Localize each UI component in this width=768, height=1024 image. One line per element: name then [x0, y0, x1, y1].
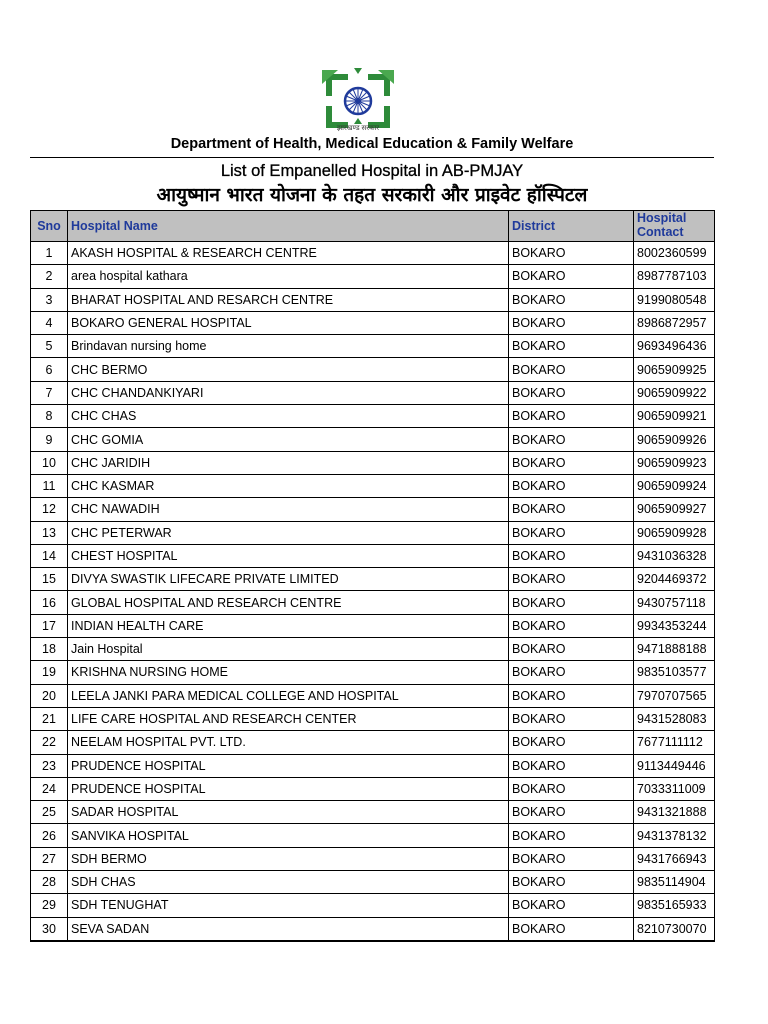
cell-hospital-name: Brindavan nursing home: [68, 335, 509, 358]
table-row: [31, 614, 715, 637]
cell-hospital-name: SANVIKA HOSPITAL: [68, 824, 509, 847]
cell-contact: 9065909925: [634, 358, 715, 381]
cell-district: BOKARO: [509, 754, 634, 777]
cell-contact: 8986872957: [634, 311, 715, 334]
cell-contact: 7033311009: [634, 777, 715, 800]
cell-district: BOKARO: [509, 265, 634, 288]
cell-contact: 9430757118: [634, 591, 715, 614]
cell-district: BOKARO: [509, 335, 634, 358]
cell-contact: 9431378132: [634, 824, 715, 847]
cell-hospital-name: DIVYA SWASTIK LIFECARE PRIVATE LIMITED: [68, 568, 509, 591]
cell-district: BOKARO: [509, 544, 634, 567]
table-row: [31, 917, 715, 941]
cell-hospital-name: SADAR HOSPITAL: [68, 801, 509, 824]
cell-contact: 9471888188: [634, 638, 715, 661]
table-row: [31, 801, 715, 824]
cell-district: BOKARO: [509, 428, 634, 451]
table-row: [31, 311, 715, 334]
cell-sno: 12: [31, 498, 68, 521]
cell-contact: 9065909927: [634, 498, 715, 521]
table-row: [31, 894, 715, 917]
table-row: [31, 824, 715, 847]
ashoka-chakra-icon: [345, 88, 371, 114]
cell-hospital-name: CHC PETERWAR: [68, 521, 509, 544]
cell-district: BOKARO: [509, 894, 634, 917]
table-row: [31, 777, 715, 800]
table-row: [31, 288, 715, 311]
table-row: [31, 568, 715, 591]
table-row: [31, 498, 715, 521]
column-header-hospital-name: Hospital Name: [68, 211, 509, 242]
document-title: List of Empanelled Hospital in AB-PMJAY: [220, 162, 524, 180]
cell-sno: 22: [31, 731, 68, 754]
cell-sno: 25: [31, 801, 68, 824]
cell-contact: 9431321888: [634, 801, 715, 824]
cell-sno: 10: [31, 451, 68, 474]
cell-sno: 24: [31, 777, 68, 800]
cell-contact: 9204469372: [634, 568, 715, 591]
cell-hospital-name: CHC GOMIA: [68, 428, 509, 451]
cell-district: BOKARO: [509, 568, 634, 591]
cell-district: BOKARO: [509, 638, 634, 661]
logo-caption: झारखण्ड सरकार: [336, 125, 380, 132]
cell-sno: 26: [31, 824, 68, 847]
cell-sno: 20: [31, 684, 68, 707]
cell-hospital-name: SEVA SADAN: [68, 917, 509, 941]
cell-sno: 2: [31, 265, 68, 288]
cell-sno: 21: [31, 707, 68, 730]
cell-hospital-name: Jain Hospital: [68, 638, 509, 661]
cell-contact: 9065909926: [634, 428, 715, 451]
table-row: [31, 731, 715, 754]
table-row: [31, 335, 715, 358]
cell-sno: 6: [31, 358, 68, 381]
cell-hospital-name: area hospital kathara: [68, 265, 509, 288]
cell-hospital-name: CHC CHAS: [68, 405, 509, 428]
cell-sno: 28: [31, 871, 68, 894]
cell-hospital-name: GLOBAL HOSPITAL AND RESEARCH CENTRE: [68, 591, 509, 614]
table-row: [31, 707, 715, 730]
table-header-row: [31, 211, 715, 242]
cell-contact: 8002360599: [634, 242, 715, 265]
cell-sno: 13: [31, 521, 68, 544]
table-row: [31, 242, 715, 265]
cell-sno: 17: [31, 614, 68, 637]
cell-hospital-name: PRUDENCE HOSPITAL: [68, 777, 509, 800]
cell-contact: 8210730070: [634, 917, 715, 941]
cell-hospital-name: CHC JARIDIH: [68, 451, 509, 474]
cell-contact: 9934353244: [634, 614, 715, 637]
table-row: [31, 521, 715, 544]
cell-contact: 9065909923: [634, 451, 715, 474]
document-subtitle-hindi: आयुष्मान भारत योजना के तहत सरकारी और प्राइवेट हॉस्पिटल: [156, 184, 588, 206]
cell-hospital-name: CHC KASMAR: [68, 474, 509, 497]
cell-district: BOKARO: [509, 684, 634, 707]
table-row: [31, 544, 715, 567]
cell-hospital-name: CHC BERMO: [68, 358, 509, 381]
cell-district: BOKARO: [509, 777, 634, 800]
cell-district: BOKARO: [509, 381, 634, 404]
table-body: [31, 242, 715, 941]
cell-district: BOKARO: [509, 707, 634, 730]
cell-sno: 29: [31, 894, 68, 917]
cell-sno: 7: [31, 381, 68, 404]
cell-contact: 8987787103: [634, 265, 715, 288]
table-row: [31, 754, 715, 777]
cell-sno: 9: [31, 428, 68, 451]
table-row: [31, 684, 715, 707]
hospital-table: [30, 210, 715, 942]
cell-contact: 9065909921: [634, 405, 715, 428]
table-row: [31, 405, 715, 428]
cell-sno: 1: [31, 242, 68, 265]
column-header-district: District: [509, 211, 634, 242]
cell-hospital-name: BOKARO GENERAL HOSPITAL: [68, 311, 509, 334]
cell-district: BOKARO: [509, 474, 634, 497]
cell-contact: 9693496436: [634, 335, 715, 358]
cell-contact: 9431766943: [634, 847, 715, 870]
cell-district: BOKARO: [509, 731, 634, 754]
cell-hospital-name: AKASH HOSPITAL & RESEARCH CENTRE: [68, 242, 509, 265]
cell-hospital-name: BHARAT HOSPITAL AND RESARCH CENTRE: [68, 288, 509, 311]
cell-hospital-name: KRISHNA NURSING HOME: [68, 661, 509, 684]
cell-sno: 23: [31, 754, 68, 777]
table-row: [31, 847, 715, 870]
cell-sno: 18: [31, 638, 68, 661]
cell-sno: 3: [31, 288, 68, 311]
cell-district: BOKARO: [509, 824, 634, 847]
cell-hospital-name: SDH TENUGHAT: [68, 894, 509, 917]
table-row: [31, 451, 715, 474]
cell-sno: 8: [31, 405, 68, 428]
cell-hospital-name: LEELA JANKI PARA MEDICAL COLLEGE AND HOSPITAL: [68, 684, 509, 707]
column-header-sno: Sno: [31, 211, 68, 242]
table-row: [31, 428, 715, 451]
table-row: [31, 661, 715, 684]
cell-sno: 19: [31, 661, 68, 684]
cell-contact: 7677111112: [634, 731, 715, 754]
department-heading: Department of Health, Medical Education & Family Welfare: [170, 136, 574, 152]
cell-hospital-name: PRUDENCE HOSPITAL: [68, 754, 509, 777]
cell-contact: 9199080548: [634, 288, 715, 311]
cell-district: BOKARO: [509, 405, 634, 428]
cell-district: BOKARO: [509, 591, 634, 614]
cell-district: BOKARO: [509, 358, 634, 381]
cell-hospital-name: INDIAN HEALTH CARE: [68, 614, 509, 637]
cell-sno: 14: [31, 544, 68, 567]
cell-contact: 9065909928: [634, 521, 715, 544]
cell-sno: 4: [31, 311, 68, 334]
cell-hospital-name: SDH CHAS: [68, 871, 509, 894]
cell-hospital-name: NEELAM HOSPITAL PVT. LTD.: [68, 731, 509, 754]
cell-district: BOKARO: [509, 801, 634, 824]
cell-sno: 27: [31, 847, 68, 870]
cell-district: BOKARO: [509, 917, 634, 941]
cell-hospital-name: CHC NAWADIH: [68, 498, 509, 521]
cell-district: BOKARO: [509, 661, 634, 684]
cell-contact: 9113449446: [634, 754, 715, 777]
table-row: [31, 591, 715, 614]
cell-contact: 7970707565: [634, 684, 715, 707]
cell-contact: 9835114904: [634, 871, 715, 894]
cell-contact: 9835103577: [634, 661, 715, 684]
table-row: [31, 638, 715, 661]
cell-district: BOKARO: [509, 521, 634, 544]
column-header-hospital-contact: Hospital Contact: [634, 211, 715, 242]
table-row: [31, 381, 715, 404]
cell-contact: 9065909924: [634, 474, 715, 497]
header-divider: [30, 157, 714, 158]
cell-hospital-name: SDH BERMO: [68, 847, 509, 870]
cell-district: BOKARO: [509, 614, 634, 637]
cell-contact: 9835165933: [634, 894, 715, 917]
cell-district: BOKARO: [509, 311, 634, 334]
cell-district: BOKARO: [509, 451, 634, 474]
table-row: [31, 474, 715, 497]
cell-district: BOKARO: [509, 847, 634, 870]
cell-sno: 30: [31, 917, 68, 941]
cell-sno: 11: [31, 474, 68, 497]
cell-district: BOKARO: [509, 242, 634, 265]
table-row: [31, 265, 715, 288]
cell-hospital-name: LIFE CARE HOSPITAL AND RESEARCH CENTER: [68, 707, 509, 730]
cell-district: BOKARO: [509, 288, 634, 311]
cell-hospital-name: CHEST HOSPITAL: [68, 544, 509, 567]
cell-sno: 16: [31, 591, 68, 614]
cell-sno: 15: [31, 568, 68, 591]
cell-contact: 9431036328: [634, 544, 715, 567]
cell-hospital-name: CHC CHANDANKIYARI: [68, 381, 509, 404]
cell-sno: 5: [31, 335, 68, 358]
cell-contact: 9065909922: [634, 381, 715, 404]
table-row: [31, 871, 715, 894]
cell-district: BOKARO: [509, 498, 634, 521]
cell-district: BOKARO: [509, 871, 634, 894]
table-row: [31, 358, 715, 381]
cell-contact: 9431528083: [634, 707, 715, 730]
